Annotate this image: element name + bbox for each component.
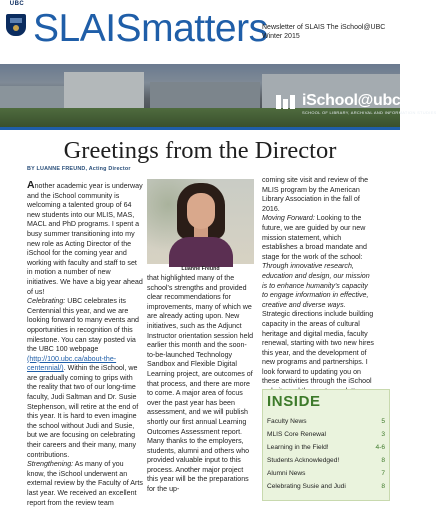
- inside-item-page: 8: [381, 457, 385, 464]
- celebrating-text-b: . Within the iSchool, we are gradually coming to grips with the reality that two of our long-time faculty, Judi Saltman and Dr. Susie Stephenson, will retire at the end of this year. It is hard to even imagine the school without Judi and Susie, but we are focusing on celebrating their careers and their many, many contributions.: [27, 364, 139, 459]
- inside-item[interactable]: [267, 430, 387, 439]
- ischool-subtitle: SCHOOL OF LIBRARY, ARCHIVAL AND INFORMATION STUDIES: [302, 110, 437, 115]
- title-prefix: SLAIS: [33, 7, 142, 50]
- article-column-1: [27, 181, 143, 508]
- inside-item[interactable]: [267, 417, 387, 426]
- inside-item-page: 3: [381, 431, 385, 438]
- inside-contents-box: [262, 389, 390, 501]
- inside-item-label: Celebrating Susie and Judi: [267, 483, 346, 490]
- paragraph-celebrating: [27, 297, 143, 460]
- inside-item-label: Alumni News: [267, 470, 306, 477]
- newsletter-info: [262, 24, 394, 41]
- newsletter-line-1: Newsletter of SLAIS The iSchool@UBC: [262, 24, 386, 31]
- page-title: Greetings from the Director: [63, 137, 337, 164]
- inside-item-page: 4-6: [375, 444, 385, 451]
- inside-title: INSIDE: [267, 393, 321, 410]
- celebrating-lead: Celebrating:: [27, 297, 66, 306]
- inside-item-page: 7: [381, 470, 385, 477]
- ischool-mark-icon: [276, 95, 298, 109]
- inside-item-label: Learning in the Field!: [267, 444, 329, 451]
- moving-forward-text-b: Strategic directions include building capacity in the areas of cultural heritage and digital media, faculty renewal, starting with two new hires this year, and the development of new programs and partnerships. I look forward to updating you on these activities through the iSchool: [262, 310, 374, 386]
- article-column-2: [147, 274, 255, 495]
- banner-divider: [0, 127, 400, 130]
- paragraph-intro: [27, 181, 143, 297]
- inside-item-page: 5: [381, 418, 385, 425]
- title-suffix: matters: [141, 7, 268, 50]
- inside-item[interactable]: [267, 469, 387, 478]
- inside-item-page: 8: [381, 483, 385, 490]
- paragraph-intro-text: nother academic year is underway and the iSchool community is welcoming a talented group of 64 new students into our MLIS, MAS, MACL and PhD programs. I spent a busy summer transitioning into my new role as Acting Director of the iSchool for the coming year and working with faculty and staff to set in motion a number of new initiatives. We have a big year ahead of us!: [27, 182, 143, 296]
- centennial-link[interactable]: (http://100.ubc.ca/about-the-centennial/): [27, 354, 117, 373]
- moving-forward-text: Looking to the future, we are guided by our new mission statement, which establishes a broad mandate and stage for the work of the school:: [262, 214, 367, 261]
- ischool-label: iSchool@ubc: [302, 92, 401, 109]
- strengthening-text: As many of you know, the iSchool underwent an external review by the Faculty of Arts last year. We received an excellent report from the review team: [27, 460, 143, 507]
- inside-item[interactable]: [267, 443, 387, 452]
- ischool-logo: [276, 92, 437, 118]
- inside-item-label: Faculty News: [267, 418, 307, 425]
- ubc-label: UBC: [9, 1, 25, 7]
- celebrating-text-a: UBC celebrates its Centennial this year, and we are looking forward to many events and opportunities in recognition of this milestone. You can stay posted via the UBC 100 webpage: [27, 297, 139, 354]
- inside-item[interactable]: [267, 456, 387, 465]
- paragraph-moving-forward: [262, 214, 374, 396]
- moving-forward-lead: Moving Forward:: [262, 214, 315, 223]
- drop-cap: A: [27, 179, 35, 191]
- paragraph-strengthening: [27, 460, 143, 508]
- article-column-3: [262, 176, 374, 397]
- newsletter-title: [33, 9, 268, 48]
- inside-item-label: Students Acknowledged!: [267, 457, 340, 464]
- masthead: [0, 0, 400, 62]
- paragraph-column-2: that highlighted many of the school's strengths and provided clear recommendations for improvements, many of which we are already acting upon. New initiatives, such as the Adjunct Instructor orientation session held earlier this month and the soon-to-be-launched Technology Sandbox and Flexible Digital Learning project, are outcomes of that process, and there are more to come. A major area of focus over the past year has been assessment, and we will publish shortly our first annual Learning Outcomes Assessment report. Many thanks to the employers, students, alumni and others who provided valuable input to this process. Another major project this year will be the preparations for the up-: [147, 274, 254, 494]
- byline: BY LUANNE FREUND, Acting Director: [27, 166, 131, 172]
- inside-item[interactable]: [267, 482, 387, 491]
- inside-item-label: MLIS Core Renewal: [267, 431, 327, 438]
- paragraph-review: coming site visit and review of the MLIS program by the American Library Association in the fall of 2016.: [262, 176, 369, 213]
- ubc-crest-icon: [6, 9, 26, 36]
- director-photo: [147, 179, 254, 264]
- strengthening-lead: Strengthening:: [27, 460, 74, 469]
- mission-statement: Through innovative research, education and design, our mission is to enhance humanity's capacity to engage information in effective, creative and diverse ways.: [262, 262, 370, 309]
- photo-caption: Luanne Freund: [181, 266, 220, 272]
- newsletter-line-2: Winter 2015: [262, 32, 300, 40]
